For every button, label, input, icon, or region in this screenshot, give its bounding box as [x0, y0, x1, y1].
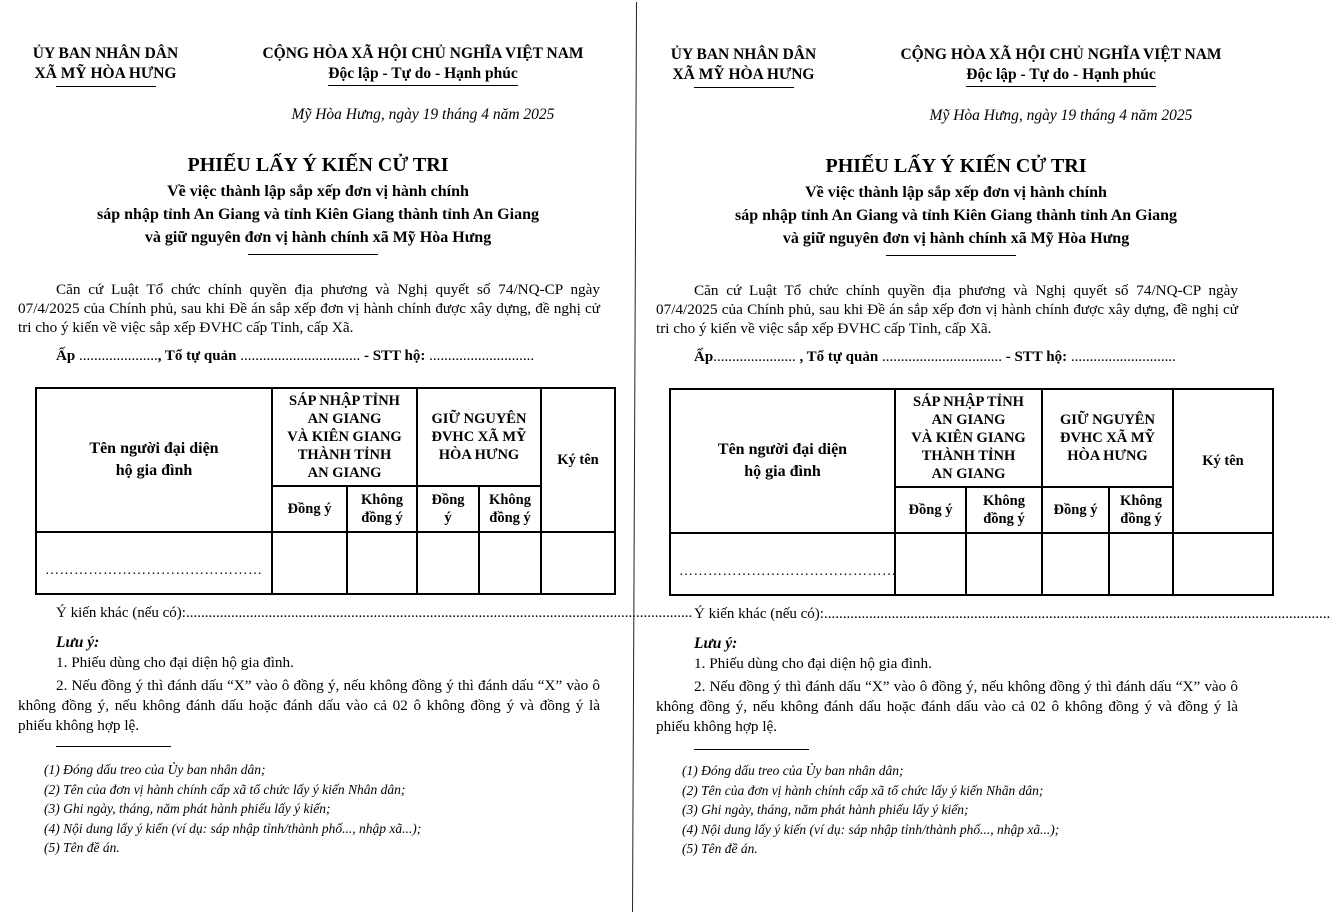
other-opinion-line[interactable]: Ý kiến khác (nếu có):....................................................................................................................................... — [694, 606, 1330, 622]
header-underline — [694, 87, 794, 88]
national-header — [238, 44, 608, 86]
subtitle-line: Về việc thành lập sắp xếp đơn vị hành chính — [167, 183, 469, 200]
committee-name: ỦY BAN NHÂN DÂN — [670, 46, 817, 63]
footnote: (2) Tên của đơn vị hành chính cấp xã tổ chức lấy ý kiến Nhân dân; — [44, 781, 406, 797]
commune-name: XÃ MỸ HÒA HƯNG — [672, 66, 815, 83]
committee-header — [18, 44, 193, 87]
merge-agree-header: Đồng ý — [895, 487, 966, 533]
ballot-title: PHIẾU LẤY Ý KIẾN CỬ TRI — [825, 155, 1087, 177]
commune-name: XÃ MỸ HÒA HƯNG — [34, 65, 177, 82]
other-opinion-line[interactable]: Ý kiến khác (nếu có):....................................................................................................................................... — [56, 605, 693, 621]
representative-name-cell[interactable]: ……………………………………… — [36, 532, 272, 594]
header-text: đồng ý — [361, 510, 403, 526]
hamlet-field[interactable]: ..................... — [75, 348, 158, 364]
committee-name: ỦY BAN NHÂN DÂN — [32, 45, 179, 62]
group-label: , Tổ tự quản — [799, 349, 879, 365]
note-item: 1. Phiếu dùng cho đại diện hộ gia đình. — [56, 654, 294, 671]
date-line: Mỹ Hòa Hưng, ngày 19 tháng 4 năm 2025 — [291, 106, 555, 123]
footnotes — [682, 761, 1242, 859]
merge-agree-checkbox[interactable] — [272, 532, 347, 594]
header-text: Không — [1120, 493, 1162, 509]
date-line: Mỹ Hòa Hưng, ngày 19 tháng 4 năm 2025 — [929, 107, 1193, 124]
header-text: hộ gia đình — [115, 462, 193, 479]
name-column-header — [670, 389, 895, 533]
keep-disagree-header — [1109, 487, 1173, 533]
nation-motto: Độc lập - Tự do - Hạnh phúc — [966, 65, 1155, 87]
stt-label: - STT hộ: — [1005, 349, 1068, 365]
footnote-rule — [694, 749, 809, 750]
keep-agree-header — [417, 486, 479, 532]
keep-disagree-checkbox[interactable] — [1109, 533, 1173, 595]
footnote-rule — [56, 746, 171, 747]
footnote: (5) Tên đề án. — [44, 840, 120, 855]
header-text: Đồng — [431, 492, 465, 508]
note-text: 2. Nếu đồng ý thì đánh dấu “X” vào ô đồng ý, nếu không đồng ý thì đánh dấu “X” vào ô không đồng ý, nếu không đánh dấu hoặc đánh dấu vào cả 02 ô không đồng ý và đồng ý là phiếu không hợp lệ. — [18, 677, 600, 734]
footnote: (1) Đóng dấu treo của Ủy ban nhân dân; — [682, 763, 904, 778]
intro-text: Căn cứ Luật Tổ chức chính quyền địa phương và Nghị quyết số 74/NQ-CP ngày 07/4/2025 của Chính phủ, sau khi Đề án sắp xếp đơn vị hành chính được xây dựng, đề nghị cử tri cho ý kiến về việc sắp xếp ĐVHC cấp Tỉnh, cấp Xã. — [18, 281, 600, 336]
ballot-title: PHIẾU LẤY Ý KIẾN CỬ TRI — [187, 154, 449, 176]
stt-field[interactable]: ............................ — [425, 348, 535, 364]
group-field[interactable]: ................................ — [236, 348, 364, 364]
header-text: GIỮ NGUYÊN — [1060, 412, 1155, 428]
keep-disagree-checkbox[interactable] — [479, 532, 541, 594]
keep-agree-header: Đồng ý — [1042, 487, 1109, 533]
table-header-row — [36, 388, 615, 486]
stt-label: - STT hộ: — [363, 348, 426, 364]
merge-agree-header: Đồng ý — [272, 486, 347, 532]
keep-agree-checkbox[interactable] — [417, 532, 479, 594]
nation-motto: Độc lập - Tự do - Hạnh phúc — [328, 64, 517, 86]
household-fill-line — [56, 348, 616, 365]
header-text: ý — [444, 510, 452, 526]
header-text: Không — [983, 493, 1025, 509]
header-text: THÀNH TỈNH — [297, 447, 392, 463]
committee-header — [656, 45, 831, 88]
header-text: GIỮ NGUYÊN — [431, 411, 527, 427]
national-header — [876, 45, 1246, 87]
group-label: , Tổ tự quản — [157, 348, 237, 364]
ballot-left — [18, 0, 693, 914]
group-field[interactable]: ................................ — [878, 349, 1006, 365]
footnotes — [44, 760, 604, 858]
subtitle-line: Về việc thành lập sắp xếp đơn vị hành chính — [805, 184, 1107, 201]
signature-cell[interactable] — [541, 532, 615, 594]
footnote: (3) Ghi ngày, tháng, năm phát hành phiếu lấy ý kiến; — [682, 802, 969, 817]
subtitle-line: và giữ nguyên đơn vị hành chính xã Mỹ Hòa Hưng — [782, 230, 1130, 247]
intro-text: Căn cứ Luật Tổ chức chính quyền địa phương và Nghị quyết số 74/NQ-CP ngày 07/4/2025 của Chính phủ, sau khi Đề án sắp xếp đơn vị hành chính được xây dựng, đề nghị cử tri cho ý kiến về việc sắp xếp ĐVHC cấp Tỉnh, cấp Xã. — [656, 282, 1238, 337]
header-text: AN GIANG — [931, 412, 1006, 428]
header-text: SÁP NHẬP TỈNH — [289, 393, 400, 409]
ballot-right — [656, 0, 1330, 914]
subtitle-underline — [886, 255, 1016, 256]
header-text: AN GIANG — [931, 466, 1006, 482]
hamlet-label: Ấp — [56, 348, 76, 364]
keep-column-header — [417, 388, 541, 486]
header-text: VÀ KIÊN GIANG — [287, 429, 402, 445]
merge-column-header — [895, 389, 1042, 487]
header-text: đồng ý — [983, 511, 1025, 527]
vote-table — [669, 388, 1274, 596]
header-text: đồng ý — [1120, 511, 1162, 527]
page-divider — [632, 2, 637, 912]
note-item — [656, 677, 1238, 737]
note-item — [18, 676, 600, 736]
header-text: AN GIANG — [307, 465, 382, 481]
subtitle-line: sáp nhập tỉnh An Giang và tỉnh Kiên Giang thành tỉnh An Giang — [97, 206, 539, 223]
table-row — [36, 532, 615, 594]
nation-name: CỘNG HÒA XÃ HỘI CHỦ NGHĨA VIỆT NAM — [900, 46, 1222, 63]
header-underline — [56, 86, 156, 87]
header-text: Không — [361, 492, 403, 508]
merge-disagree-header — [347, 486, 417, 532]
header-text: Tên người đại diện — [89, 440, 219, 457]
footnote: (1) Đóng dấu treo của Ủy ban nhân dân; — [44, 762, 266, 777]
signature-cell[interactable] — [1173, 533, 1273, 595]
intro-paragraph — [18, 280, 600, 337]
merge-agree-checkbox[interactable] — [895, 533, 966, 595]
header-text: ĐVHC XÃ MỸ — [1059, 430, 1156, 446]
merge-disagree-checkbox[interactable] — [966, 533, 1042, 595]
nation-name: CỘNG HÒA XÃ HỘI CHỦ NGHĨA VIỆT NAM — [262, 45, 584, 62]
subtitle-underline — [248, 254, 378, 255]
vote-table — [35, 387, 616, 595]
footnote: (4) Nội dung lấy ý kiến (ví dụ: sáp nhập tỉnh/thành phố..., nhập xã...); — [44, 820, 422, 836]
header-text: HÒA HƯNG — [1067, 448, 1148, 464]
subtitle-line: và giữ nguyên đơn vị hành chính xã Mỹ Hòa Hưng — [144, 229, 492, 246]
header-text: AN GIANG — [307, 411, 382, 427]
header-text: VÀ KIÊN GIANG — [911, 430, 1026, 446]
note-heading: Lưu ý: — [694, 635, 738, 652]
footnote: (2) Tên của đơn vị hành chính cấp xã tổ chức lấy ý kiến Nhân dân; — [682, 782, 1044, 798]
header-text: Tên người đại diện — [717, 441, 848, 458]
note-heading: Lưu ý: — [56, 634, 100, 651]
header-text: ĐVHC XÃ MỸ — [431, 429, 527, 445]
subtitle-line: sáp nhập tỉnh An Giang và tỉnh Kiên Giang thành tỉnh An Giang — [735, 207, 1177, 224]
footnote: (3) Ghi ngày, tháng, năm phát hành phiếu lấy ý kiến; — [44, 801, 331, 816]
merge-disagree-checkbox[interactable] — [347, 532, 417, 594]
representative-name-cell[interactable]: ……………………………………… — [670, 533, 895, 595]
merge-disagree-header — [966, 487, 1042, 533]
header-text: SÁP NHẬP TỈNH — [913, 394, 1024, 410]
sign-column-header: Ký tên — [541, 388, 615, 532]
hamlet-field[interactable]: ...................... — [713, 349, 796, 365]
household-fill-line — [694, 349, 1254, 366]
header-text: HÒA HƯNG — [438, 447, 520, 463]
ballot-subtitle — [18, 180, 618, 249]
footnote: (5) Tên đề án. — [682, 841, 758, 856]
hamlet-label: Ấp — [694, 349, 714, 365]
header-text: hộ gia đình — [744, 463, 821, 480]
note-item: 1. Phiếu dùng cho đại diện hộ gia đình. — [694, 655, 932, 672]
keep-agree-checkbox[interactable] — [1042, 533, 1109, 595]
note-text: 2. Nếu đồng ý thì đánh dấu “X” vào ô đồng ý, nếu không đồng ý thì đánh dấu “X” vào ô không đồng ý, nếu không đánh dấu hoặc đánh dấu vào cả 02 ô không đồng ý và đồng ý là phiếu không hợp lệ. — [656, 678, 1238, 735]
footnote: (4) Nội dung lấy ý kiến (ví dụ: sáp nhập tỉnh/thành phố..., nhập xã...); — [682, 821, 1060, 837]
keep-disagree-header — [479, 486, 541, 532]
header-text: Không — [489, 492, 531, 508]
header-text: THÀNH TỈNH — [921, 448, 1016, 464]
merge-column-header — [272, 388, 417, 486]
ballot-subtitle — [656, 181, 1256, 250]
name-column-header — [36, 388, 272, 532]
header-text: đồng ý — [489, 510, 531, 526]
keep-column-header — [1042, 389, 1173, 487]
sign-column-header: Ký tên — [1173, 389, 1273, 533]
intro-paragraph — [656, 281, 1238, 338]
table-header-row — [670, 389, 1273, 487]
table-row — [670, 533, 1273, 595]
stt-field[interactable]: ............................ — [1067, 349, 1176, 365]
